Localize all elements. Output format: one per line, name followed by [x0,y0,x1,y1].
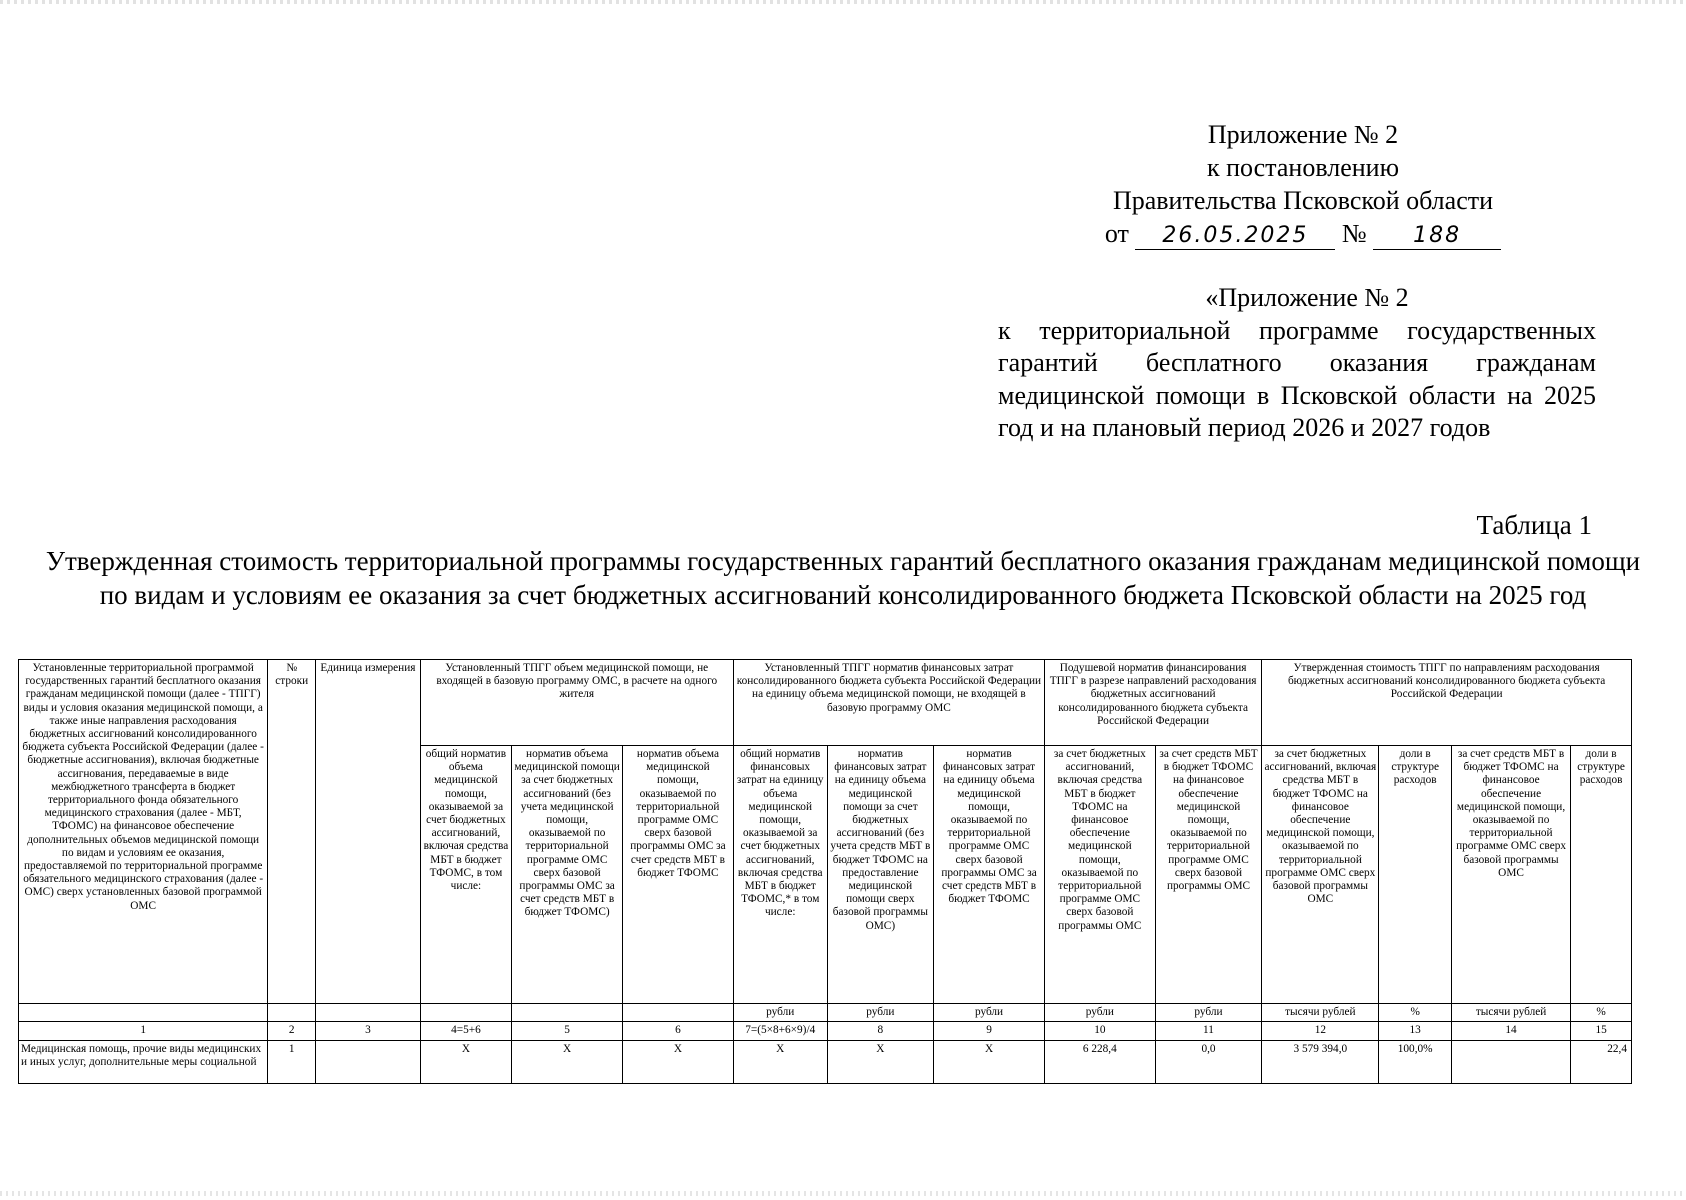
column-numbers-row [19,1022,1632,1041]
header-volume: Установленный ТПГГ объем медицинской помощи, не входящей в базовую программу ОМС, в расчете на одного жителя [420,660,733,746]
row-value-col7: X [733,1041,827,1084]
approval-line-3: Правительства Псковской области [1112,186,1494,215]
handwritten-number: 188 [1373,223,1501,250]
column-number: 10 [1044,1022,1155,1041]
approval-line-2: к постановлению [1206,153,1400,182]
column-number: 13 [1379,1022,1451,1041]
subheader-col11: за счет средств МБТ в бюджет ТФОМС на финансовое обеспечение медицинской помощи, оказываемой по территориальной программе ОМС сверх базовой программы ОМС [1155,746,1262,1004]
unit-cell: рубли [1155,1004,1262,1022]
column-number: 14 [1451,1022,1570,1041]
subheader-col12: за счет бюджетных ассигнований, включая средства МБТ в бюджет ТФОМС на финансовое обеспечение медицинской помощи, оказываемой по территориальной программе ОМС сверх базовой программы ОМС [1262,746,1379,1004]
unit-cell [512,1004,623,1022]
approval-block [1068,118,1538,250]
row-value-col11: 0,0 [1155,1041,1262,1084]
column-number: 5 [512,1022,623,1041]
from-label: от [1104,219,1129,248]
document-title: Утвержденная стоимость территориальной программы государственных гарантий бесплатного оказания гражданам медицинской помощи по видам и условиям ее оказания за счет бюджетных ассигнований консолидированного бюджета Псковской области на 2025 год [45,546,1641,610]
header-col3: Единица измерения [316,660,420,1004]
program-appendix-body: к территориальной программе государственных гарантий бесплатного оказания гражданам медицинской помощи в Псковской области на 2025 год и на плановый период 2026 и 2027 годов [998,315,1596,442]
row-value-col5: X [512,1041,623,1084]
row-value-col6: X [623,1041,734,1084]
row-value-col14 [1451,1041,1570,1084]
unit-cell [19,1004,268,1022]
column-number: 6 [623,1022,734,1041]
unit-cell [316,1004,420,1022]
row-value-col8: X [827,1041,934,1084]
subheader-col9: норматив финансовых затрат на единицу объема медицинской помощи, оказываемой по территориальной программе ОМС сверх базовой программы ОМС за счет средств МБТ в бюджет ТФОМС [934,746,1045,1004]
scan-edge-bottom [0,1191,1686,1196]
column-number: 9 [934,1022,1045,1041]
row-unit [316,1041,420,1084]
row-line-number: 1 [268,1041,316,1084]
column-number: 2 [268,1022,316,1041]
subheader-col7: общий норматив финансовых затрат на единицу объема медицинской помощи, оказываемой за счет бюджетных ассигнований, включая средства МБТ в бюджет ТФОМС,* в том числе: [733,746,827,1004]
subheader-col10: за счет бюджетных ассигнований, включая средства МБТ в бюджет ТФОМС на финансовое обеспечение медицинской помощи, оказываемой по территориальной программе ОМС сверх базовой программы ОМС [1044,746,1155,1004]
unit-cell: рубли [1044,1004,1155,1022]
unit-cell [268,1004,316,1022]
unit-cell: % [1379,1004,1451,1022]
subheader-col14: за счет средств МБТ в бюджет ТФОМС на финансовое обеспечение медицинской помощи, оказываемой по территориальной программе ОМС сверх базовой программы ОМС [1451,746,1570,1004]
unit-cell: рубли [934,1004,1045,1022]
unit-cell [420,1004,512,1022]
header-col1: Установленные территориальной программой государственных гарантий бесплатного оказания гражданам медицинской помощи (далее - ТПГГ) виды и условия оказания медицинской помощи, а также иные направления расходования бюджетных ассигнований консолидированного бюджета субъекта Российской Федерации (далее - бюджетные ассигнования), включая бюджетные ассигнования, передаваемые в виде межбюджетного трансферта в бюджет территориального фонда обязательного медицинского страхования (далее - МБТ, ТФОМС) на финансовое обеспечение дополнительных объемов медицинской помощи по видам и условиям ее оказания, предоставляемой по территориальной программе обязательного медицинского страхования (далее - ОМС) сверх установленных базовой программой ОМС [19,660,268,1004]
row-name: Медицинская помощь, прочие виды медицинских и иных услуг, дополнительные меры социальной [19,1041,268,1084]
column-number: 4=5+6 [420,1022,512,1041]
unit-cell: рубли [827,1004,934,1022]
header-cost-norm: Установленный ТПГГ норматив финансовых затрат консолидированного бюджета субъекта Российской Федерации на единицу объема медицинской помощи, не входящей в базовую программу ОМС [733,660,1044,746]
subheader-col6: норматив объема медицинской помощи, оказываемой по территориальной программе ОМС сверх базовой программы ОМС за счет средств МБТ в бюджет ТФОМС [623,746,734,1004]
row-value-col9: X [934,1041,1045,1084]
units-row [19,1004,1632,1022]
column-number: 3 [316,1022,420,1041]
subheader-col4: общий норматив объема медицинской помощи, оказываемой за счет бюджетных ассигнований, включая средства МБТ в бюджет ТФОМС, в том числе: [420,746,512,1004]
table-row [19,1041,1632,1084]
header-approved: Утвержденная стоимость ТПГГ по направлениям расходования бюджетных ассигнований консолидированного бюджета субъекта Российской Федерации [1262,660,1632,746]
column-number: 12 [1262,1022,1379,1041]
column-number: 1 [19,1022,268,1041]
column-number: 11 [1155,1022,1262,1041]
approval-line-1: Приложение № 2 [1207,120,1399,149]
subheader-col15: доли в структуре расходов [1571,746,1632,1004]
row-value-col10: 6 228,4 [1044,1041,1155,1084]
table-label: Таблица 1 [1476,510,1592,540]
column-number: 7=(5×8+6×9)/4 [733,1022,827,1041]
row-value-col12: 3 579 394,0 [1262,1041,1379,1084]
unit-cell: тысячи рублей [1451,1004,1570,1022]
unit-cell [623,1004,734,1022]
unit-cell: % [1571,1004,1632,1022]
program-appendix-block [998,282,1596,445]
subheader-col13: доли в структуре расходов [1379,746,1451,1004]
subheader-col8: норматив финансовых затрат на единицу объема медицинской помощи за счет бюджетных ассигнований (без учета средств МБТ в бюджет ТФОМС на предоставление медицинской помощи сверх базовой программы ОМС) [827,746,934,1004]
program-appendix-title: «Приложение № 2 [1205,283,1409,312]
unit-cell: рубли [733,1004,827,1022]
column-number: 15 [1571,1022,1632,1041]
header-col2: № строки [268,660,316,1004]
unit-cell: тысячи рублей [1262,1004,1379,1022]
row-value-col4: X [420,1041,512,1084]
subheader-col5: норматив объема медицинской помощи за счет бюджетных ассигнований (без учета медицинской помощи, оказываемой по территориальной программе ОМС сверх базовой программы ОМС за счет средств МБТ в бюджет ТФОМС) [512,746,623,1004]
cost-table [18,659,1632,1084]
scan-edge-top [0,0,1686,4]
row-value-col13: 100,0% [1379,1041,1451,1084]
row-value-col15: 22,4 [1571,1041,1632,1084]
column-number: 8 [827,1022,934,1041]
number-label: № [1341,219,1367,248]
header-row-groups [19,660,1632,746]
approval-date-number-row [1068,217,1538,250]
header-per-capita: Подушевой норматив финансирования ТПГГ в разрезе направлений расходования бюджетных ассигнований консолидированного бюджета субъекта Российской Федерации [1044,660,1261,746]
handwritten-date: 26.05.2025 [1135,223,1335,250]
